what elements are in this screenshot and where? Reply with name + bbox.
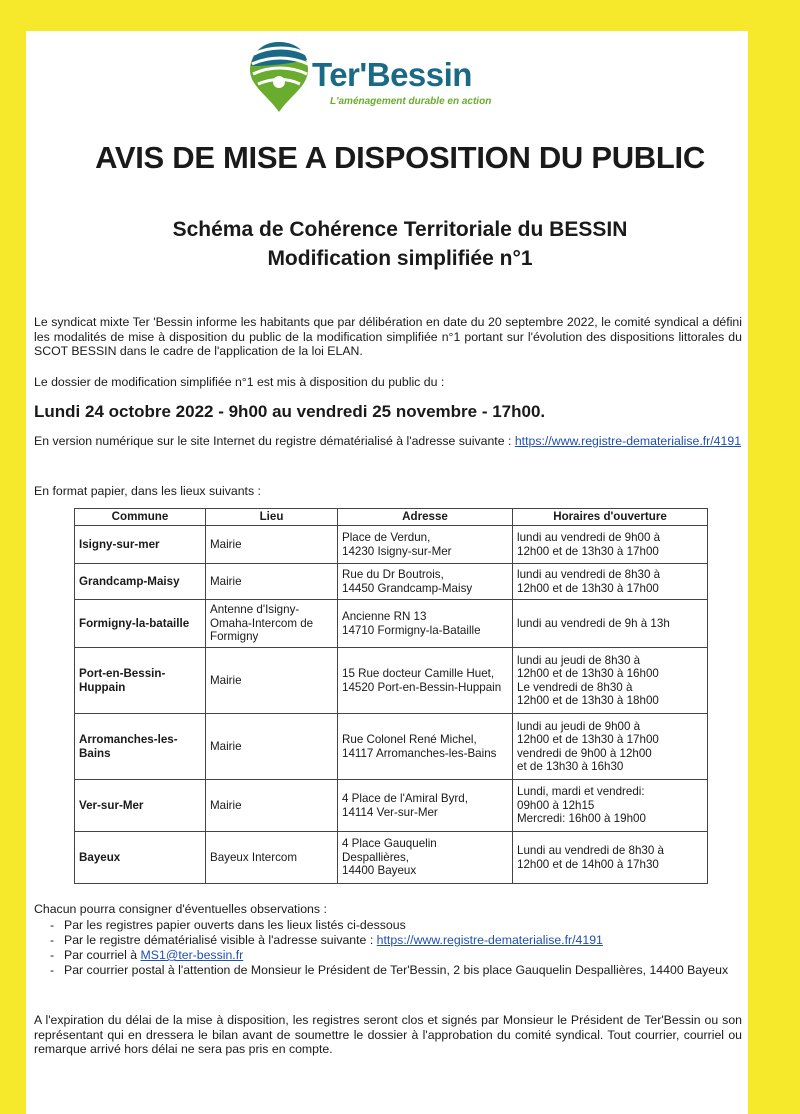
- horaires-line: Lundi au vendredi de 8h30 à: [517, 844, 664, 857]
- cell-commune: Ver-sur-Mer: [75, 780, 206, 832]
- table-row: [75, 648, 708, 714]
- cell-adresse: [338, 714, 513, 780]
- cell-adresse: [338, 564, 513, 600]
- horaires-line: lundi au vendredi de 8h30 à: [517, 568, 661, 581]
- adresse-line: Rue Colonel René Michel,: [342, 733, 477, 746]
- list-item: - Par les registres papier ouverts dans les lieux listés ci-dessous: [50, 918, 740, 933]
- email-link[interactable]: MS1@ter-bessin.fr: [140, 948, 244, 962]
- horaires-line: Mercredi: 16h00 à 19h00: [517, 812, 646, 826]
- availability-text: Le dossier de modification simplifiée n°1 est mis à disposition du public du :: [34, 375, 445, 389]
- cell-commune: Grandcamp-Maisy: [75, 564, 206, 600]
- adresse-line: Place de Verdun,: [342, 531, 431, 544]
- list-item: [50, 933, 740, 948]
- cell-commune: Arromanches-les-Bains: [75, 714, 206, 780]
- horaires-line: vendredi de 9h00 à 12h00: [517, 746, 652, 760]
- header-horaires: Horaires d'ouverture: [513, 509, 708, 526]
- adresse-line: Ancienne RN 13: [342, 610, 427, 623]
- list-item: - Par courrier postal à l'attention de Monsieur le Président de Ter'Bessin, 2 bis place Gauquelin Despallières, 14400 Bayeux: [50, 963, 740, 978]
- adresse-line: 15 Rue docteur Camille Huet,: [342, 667, 495, 680]
- intro-paragraph: Le syndicat mixte Ter 'Bessin informe les habitants que par délibération en date du 20 septembre 2022, le comité syndical a défini les modalités de mise à disposition du public de la modification simplifiée n°1 portant sur l'évolution des dispositions littorales du SCOT BESSIN dans le cadre de l'application de la loi ELAN.: [34, 315, 742, 358]
- subtitle-scot: Schéma de Cohérence Territoriale du BESSIN: [172, 218, 628, 241]
- horaires-line: 12h00 et de 13h30 à 17h00: [517, 581, 659, 595]
- horaires-line: 12h00 et de 13h30 à 17h00: [517, 733, 659, 746]
- header-commune: Commune: [75, 509, 206, 526]
- cell-horaires: [513, 714, 708, 780]
- page-title: AVIS DE MISE A DISPOSITION DU PUBLIC: [95, 140, 705, 175]
- paper-version-text: En format papier, dans les lieux suivants :: [34, 484, 261, 498]
- horaires-line: Le vendredi de 8h30 à: [517, 680, 633, 694]
- cell-adresse: [338, 526, 513, 564]
- horaires-line: 12h00 et de 14h00 à 17h30: [517, 857, 659, 871]
- digital-version-label: En version numérique sur le site Internet du registre dématérialisé à l'adresse suivante :: [34, 434, 515, 448]
- adresse-line: 14710 Formigny-la-Bataille: [342, 623, 481, 637]
- table-row: [75, 780, 708, 832]
- cell-lieu: Mairie: [206, 714, 338, 780]
- cell-lieu: Mairie: [206, 564, 338, 600]
- header-lieu: Lieu: [206, 509, 338, 526]
- adresse-line: 14400 Bayeux: [342, 864, 417, 878]
- adresse-line: 14230 Isigny-sur-Mer: [342, 544, 452, 558]
- table-row: [75, 526, 708, 564]
- cell-lieu: Mairie: [206, 526, 338, 564]
- cell-lieu: Bayeux Intercom: [206, 832, 338, 884]
- adresse-line: Despallières,: [342, 850, 410, 864]
- horaires-line: lundi au jeudi de 8h30 à: [517, 653, 641, 667]
- location-pin-logo-icon: [248, 38, 310, 114]
- cell-adresse: [338, 832, 513, 884]
- table-row: [75, 832, 708, 884]
- cell-horaires: [513, 648, 708, 714]
- list-item-text: Par courriel à: [64, 948, 141, 962]
- adresse-line: 4 Place Gauquelin: [342, 837, 437, 851]
- terbessin-logo: [248, 38, 548, 118]
- logo-name: Ter'Bessin: [312, 56, 472, 93]
- subtitle-modification: Modification simplifiée n°1: [267, 247, 533, 270]
- cell-horaires: [513, 600, 708, 648]
- cell-horaires: [513, 832, 708, 884]
- cell-commune: Formigny-la-bataille: [75, 600, 206, 648]
- table-row: [75, 714, 708, 780]
- registre-link[interactable]: https://www.registre-dematerialise.fr/4191: [514, 434, 742, 448]
- adresse-line: Rue du Dr Boutrois,: [342, 568, 444, 581]
- horaires-line: lundi au vendredi de 9h00 à: [517, 531, 661, 544]
- list-item-text: Par le registre dématérialisé visible à l'adresse suivante :: [64, 933, 377, 947]
- horaires-line: 09h00 à 12h15: [517, 798, 595, 812]
- horaires-line: Lundi, mardi et vendredi:: [517, 785, 645, 799]
- cell-adresse: [338, 600, 513, 648]
- cell-adresse: [338, 780, 513, 832]
- logo-tagline: L'aménagement durable en action: [330, 96, 492, 107]
- table-header-row: [75, 509, 708, 526]
- cell-lieu: Mairie: [206, 648, 338, 714]
- adresse-line: 14117 Arromanches-les-Bains: [342, 746, 497, 760]
- adresse-line: 14520 Port-en-Bessin-Huppain: [342, 680, 502, 694]
- table-row: [75, 564, 708, 600]
- cell-horaires: [513, 780, 708, 832]
- digital-version-text: [34, 434, 742, 449]
- observations-list: [50, 918, 740, 978]
- availability-dates: Lundi 24 octobre 2022 - 9h00 au vendredi 25 novembre - 17h00.: [34, 402, 546, 421]
- cell-lieu: Mairie: [206, 780, 338, 832]
- adresse-line: 4 Place de l'Amiral Byrd,: [342, 792, 468, 805]
- horaires-line: et de 13h30 à 16h30: [517, 760, 624, 773]
- horaires-line: 12h00 et de 13h30 à 17h00: [517, 544, 659, 558]
- cell-horaires: [513, 526, 708, 564]
- header-adresse: Adresse: [338, 509, 513, 526]
- locations-table: [74, 508, 708, 884]
- cell-commune: Port-en-Bessin-Huppain: [75, 648, 206, 714]
- horaires-line: 12h00 et de 13h30 à 16h00: [517, 667, 659, 680]
- registre-link-2[interactable]: https://www.registre-dematerialise.fr/4191: [376, 933, 603, 947]
- table-row: [75, 600, 708, 648]
- horaires-line: lundi au vendredi de 9h à 13h: [517, 616, 670, 630]
- cell-lieu: Antenne d'Isigny-Omaha-Intercom de Formigny: [206, 600, 338, 648]
- adresse-line: 14450 Grandcamp-Maisy: [342, 581, 473, 595]
- horaires-line: lundi au jeudi de 9h00 à: [517, 719, 641, 733]
- closing-paragraph: A l'expiration du délai de la mise à disposition, les registres seront clos et signés par Monsieur le Président de Ter'Bessin ou son représentant qui en dressera le bilan avant de soumettre le dossier à l'approbation du comité syndical. Tout courrier, courriel ou remarque arrivé hors délai ne sera pas pris en compte.: [34, 1013, 742, 1056]
- horaires-line: 12h00 et de 13h30 à 18h00: [517, 694, 659, 707]
- adresse-line: 14114 Ver-sur-Mer: [342, 805, 438, 819]
- list-item: [50, 948, 740, 963]
- cell-commune: Isigny-sur-mer: [75, 526, 206, 564]
- observations-title: Chacun pourra consigner d'éventuelles observations :: [34, 902, 327, 916]
- cell-horaires: [513, 564, 708, 600]
- cell-commune: Bayeux: [75, 832, 206, 884]
- cell-adresse: [338, 648, 513, 714]
